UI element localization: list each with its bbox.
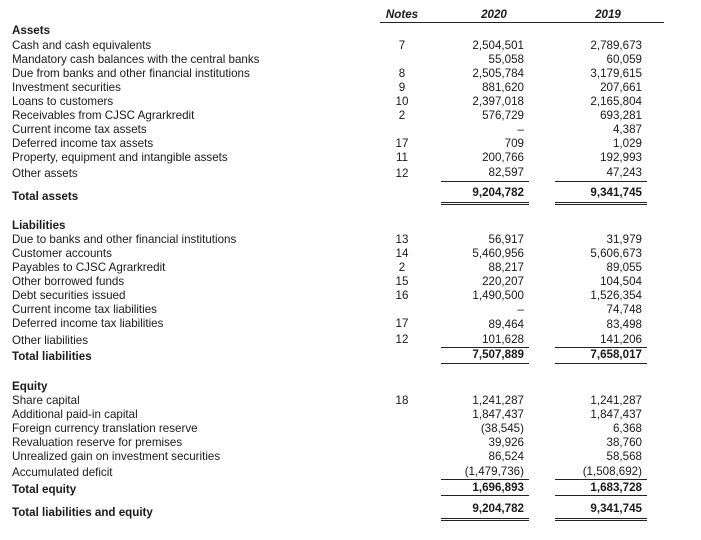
row-label: Property, equipment and intangible assets	[12, 151, 228, 164]
row-label: Share capital	[12, 394, 80, 407]
row-label: Current income tax liabilities	[12, 303, 157, 316]
subtotal-rule	[441, 479, 529, 480]
row-value-2020: 39,926	[488, 436, 524, 449]
row-value-2019: 6,368	[612, 422, 642, 435]
total-rule	[555, 202, 647, 203]
row-label: Investment securities	[12, 81, 121, 94]
grand-total-rule	[441, 518, 529, 519]
row-value-2019: 3,179,615	[590, 67, 642, 80]
row-value-2019: 60,059	[606, 53, 642, 66]
total-rule	[441, 363, 529, 364]
row-value-2019: 83,498	[606, 318, 642, 331]
row-value-2020: 88,217	[488, 261, 524, 274]
row-value-2019: 192,993	[600, 151, 642, 164]
row-label: Due to banks and other financial institutions	[12, 233, 237, 246]
row-value-2019: 74,748	[606, 303, 642, 316]
grand-total-label: Total liabilities and equity	[12, 506, 153, 519]
row-label: Foreign currency translation reserve	[12, 422, 198, 435]
grand-total-2020: 9,204,782	[472, 502, 524, 515]
total-assets-2019: 9,341,745	[590, 186, 642, 199]
row-label: Cash and cash equivalents	[12, 39, 152, 52]
total-rule	[555, 363, 647, 364]
row-value-2019: 89,055	[606, 261, 642, 274]
row-value-2020: 86,524	[488, 450, 524, 463]
row-value-2020: 709	[504, 137, 524, 150]
row-label: Current income tax assets	[12, 123, 147, 136]
row-note: 7	[398, 39, 406, 52]
row-value-2020: 101,628	[482, 333, 524, 346]
row-label: Other borrowed funds	[12, 275, 125, 288]
row-value-2020: 2,505,784	[472, 67, 524, 80]
row-label: Other liabilities	[12, 334, 89, 347]
row-value-2019: 2,789,673	[590, 39, 642, 52]
row-value-2019: 141,206	[600, 333, 642, 346]
row-note: 2	[398, 261, 406, 274]
row-value-2019: 4,387	[612, 123, 642, 136]
row-label: Other assets	[12, 167, 78, 180]
row-note: 14	[395, 247, 409, 260]
row-value-2019: 1,526,354	[590, 289, 642, 302]
row-value-2020: 1,241,287	[472, 394, 524, 407]
row-value-2020: 56,917	[488, 233, 524, 246]
row-note: 18	[395, 394, 409, 407]
row-value-2020: 5,460,956	[472, 247, 524, 260]
header-rule	[380, 22, 664, 23]
row-note: 12	[395, 167, 409, 180]
header-2020: 2020	[481, 8, 507, 21]
total-liabilities-2020: 7,507,889	[472, 348, 524, 361]
row-value-2019: 1,241,287	[590, 394, 642, 407]
row-label: Receivables from CJSC Agrarkredit	[12, 109, 195, 122]
row-label: Due from banks and other financial institutions	[12, 67, 250, 80]
row-value-2020: 55,058	[488, 53, 524, 66]
row-value-2020: 82,597	[488, 166, 524, 179]
grand-total-rule	[555, 520, 647, 521]
row-value-2019: (1,508,692)	[582, 465, 642, 478]
row-note: 17	[395, 137, 409, 150]
row-value-2019: 47,243	[606, 166, 642, 179]
row-note: 9	[398, 81, 406, 94]
grand-total-rule	[555, 518, 647, 519]
subtotal-rule	[555, 181, 647, 182]
total-equity-2020: 1,696,893	[472, 481, 524, 494]
row-value-2019: 31,979	[606, 233, 642, 246]
row-value-2020: (38,545)	[480, 422, 524, 435]
row-label: Unrealized gain on investment securities	[12, 450, 221, 463]
row-note: 11	[395, 151, 409, 164]
row-value-2019: 2,165,804	[590, 95, 642, 108]
row-note: 13	[395, 233, 409, 246]
row-note: 15	[395, 275, 409, 288]
row-value-2019: 58,568	[606, 450, 642, 463]
total-liabilities-label: Total liabilities	[12, 350, 92, 363]
row-value-2020: 2,397,018	[472, 95, 524, 108]
subtotal-rule	[555, 479, 647, 480]
row-value-2020: –	[517, 123, 524, 136]
row-value-2020: 1,490,500	[472, 289, 524, 302]
row-value-2020: –	[517, 303, 524, 316]
row-label: Mandatory cash balances with the central banks	[12, 53, 260, 66]
total-equity-2019: 1,683,728	[590, 481, 642, 494]
row-value-2019: 5,606,673	[590, 247, 642, 260]
row-note: 2	[398, 109, 406, 122]
subtotal-rule	[441, 181, 529, 182]
grand-total-2019: 9,341,745	[590, 502, 642, 515]
row-label: Additional paid-in capital	[12, 408, 138, 421]
row-value-2020: 576,729	[482, 109, 524, 122]
row-label: Revaluation reserve for premises	[12, 436, 183, 449]
section-title-assets: Assets	[12, 24, 51, 37]
row-value-2020: 89,464	[488, 318, 524, 331]
total-rule	[441, 495, 529, 496]
row-value-2019: 1,847,437	[590, 408, 642, 421]
row-note: 17	[395, 317, 409, 330]
section-title-equity: Equity	[12, 380, 48, 393]
row-label: Loans to customers	[12, 95, 114, 108]
grand-total-rule	[441, 520, 529, 521]
total-assets-label: Total assets	[12, 190, 79, 203]
total-rule	[441, 204, 529, 205]
row-value-2019: 1,029	[612, 137, 642, 150]
row-label: Deferred income tax assets	[12, 137, 154, 150]
row-value-2020: 1,847,437	[472, 408, 524, 421]
total-rule	[555, 495, 647, 496]
row-value-2020: 220,207	[482, 275, 524, 288]
section-title-liabilities: Liabilities	[12, 219, 66, 232]
row-note: 12	[395, 333, 409, 346]
header-2019: 2019	[595, 8, 621, 21]
total-rule	[555, 204, 647, 205]
row-value-2020: 881,620	[482, 81, 524, 94]
row-label: Debt securities issued	[12, 289, 126, 302]
header-notes: Notes	[385, 8, 419, 21]
row-label: Deferred income tax liabilities	[12, 317, 164, 330]
row-note: 8	[398, 67, 406, 80]
row-label: Accumulated deficit	[12, 466, 113, 479]
total-rule	[441, 202, 529, 203]
row-value-2020: (1,479,736)	[464, 465, 524, 478]
row-label: Payables to CJSC Agrarkredit	[12, 261, 166, 274]
total-equity-label: Total equity	[12, 483, 77, 496]
total-assets-2020: 9,204,782	[472, 186, 524, 199]
row-note: 16	[395, 289, 409, 302]
row-value-2019: 38,760	[606, 436, 642, 449]
total-liabilities-2019: 7,658,017	[590, 348, 642, 361]
row-label: Customer accounts	[12, 247, 112, 260]
row-note: 10	[395, 95, 409, 108]
row-value-2019: 693,281	[600, 109, 642, 122]
row-value-2019: 207,661	[600, 81, 642, 94]
row-value-2020: 200,766	[482, 151, 524, 164]
row-value-2020: 2,504,501	[472, 39, 524, 52]
row-value-2019: 104,504	[600, 275, 642, 288]
